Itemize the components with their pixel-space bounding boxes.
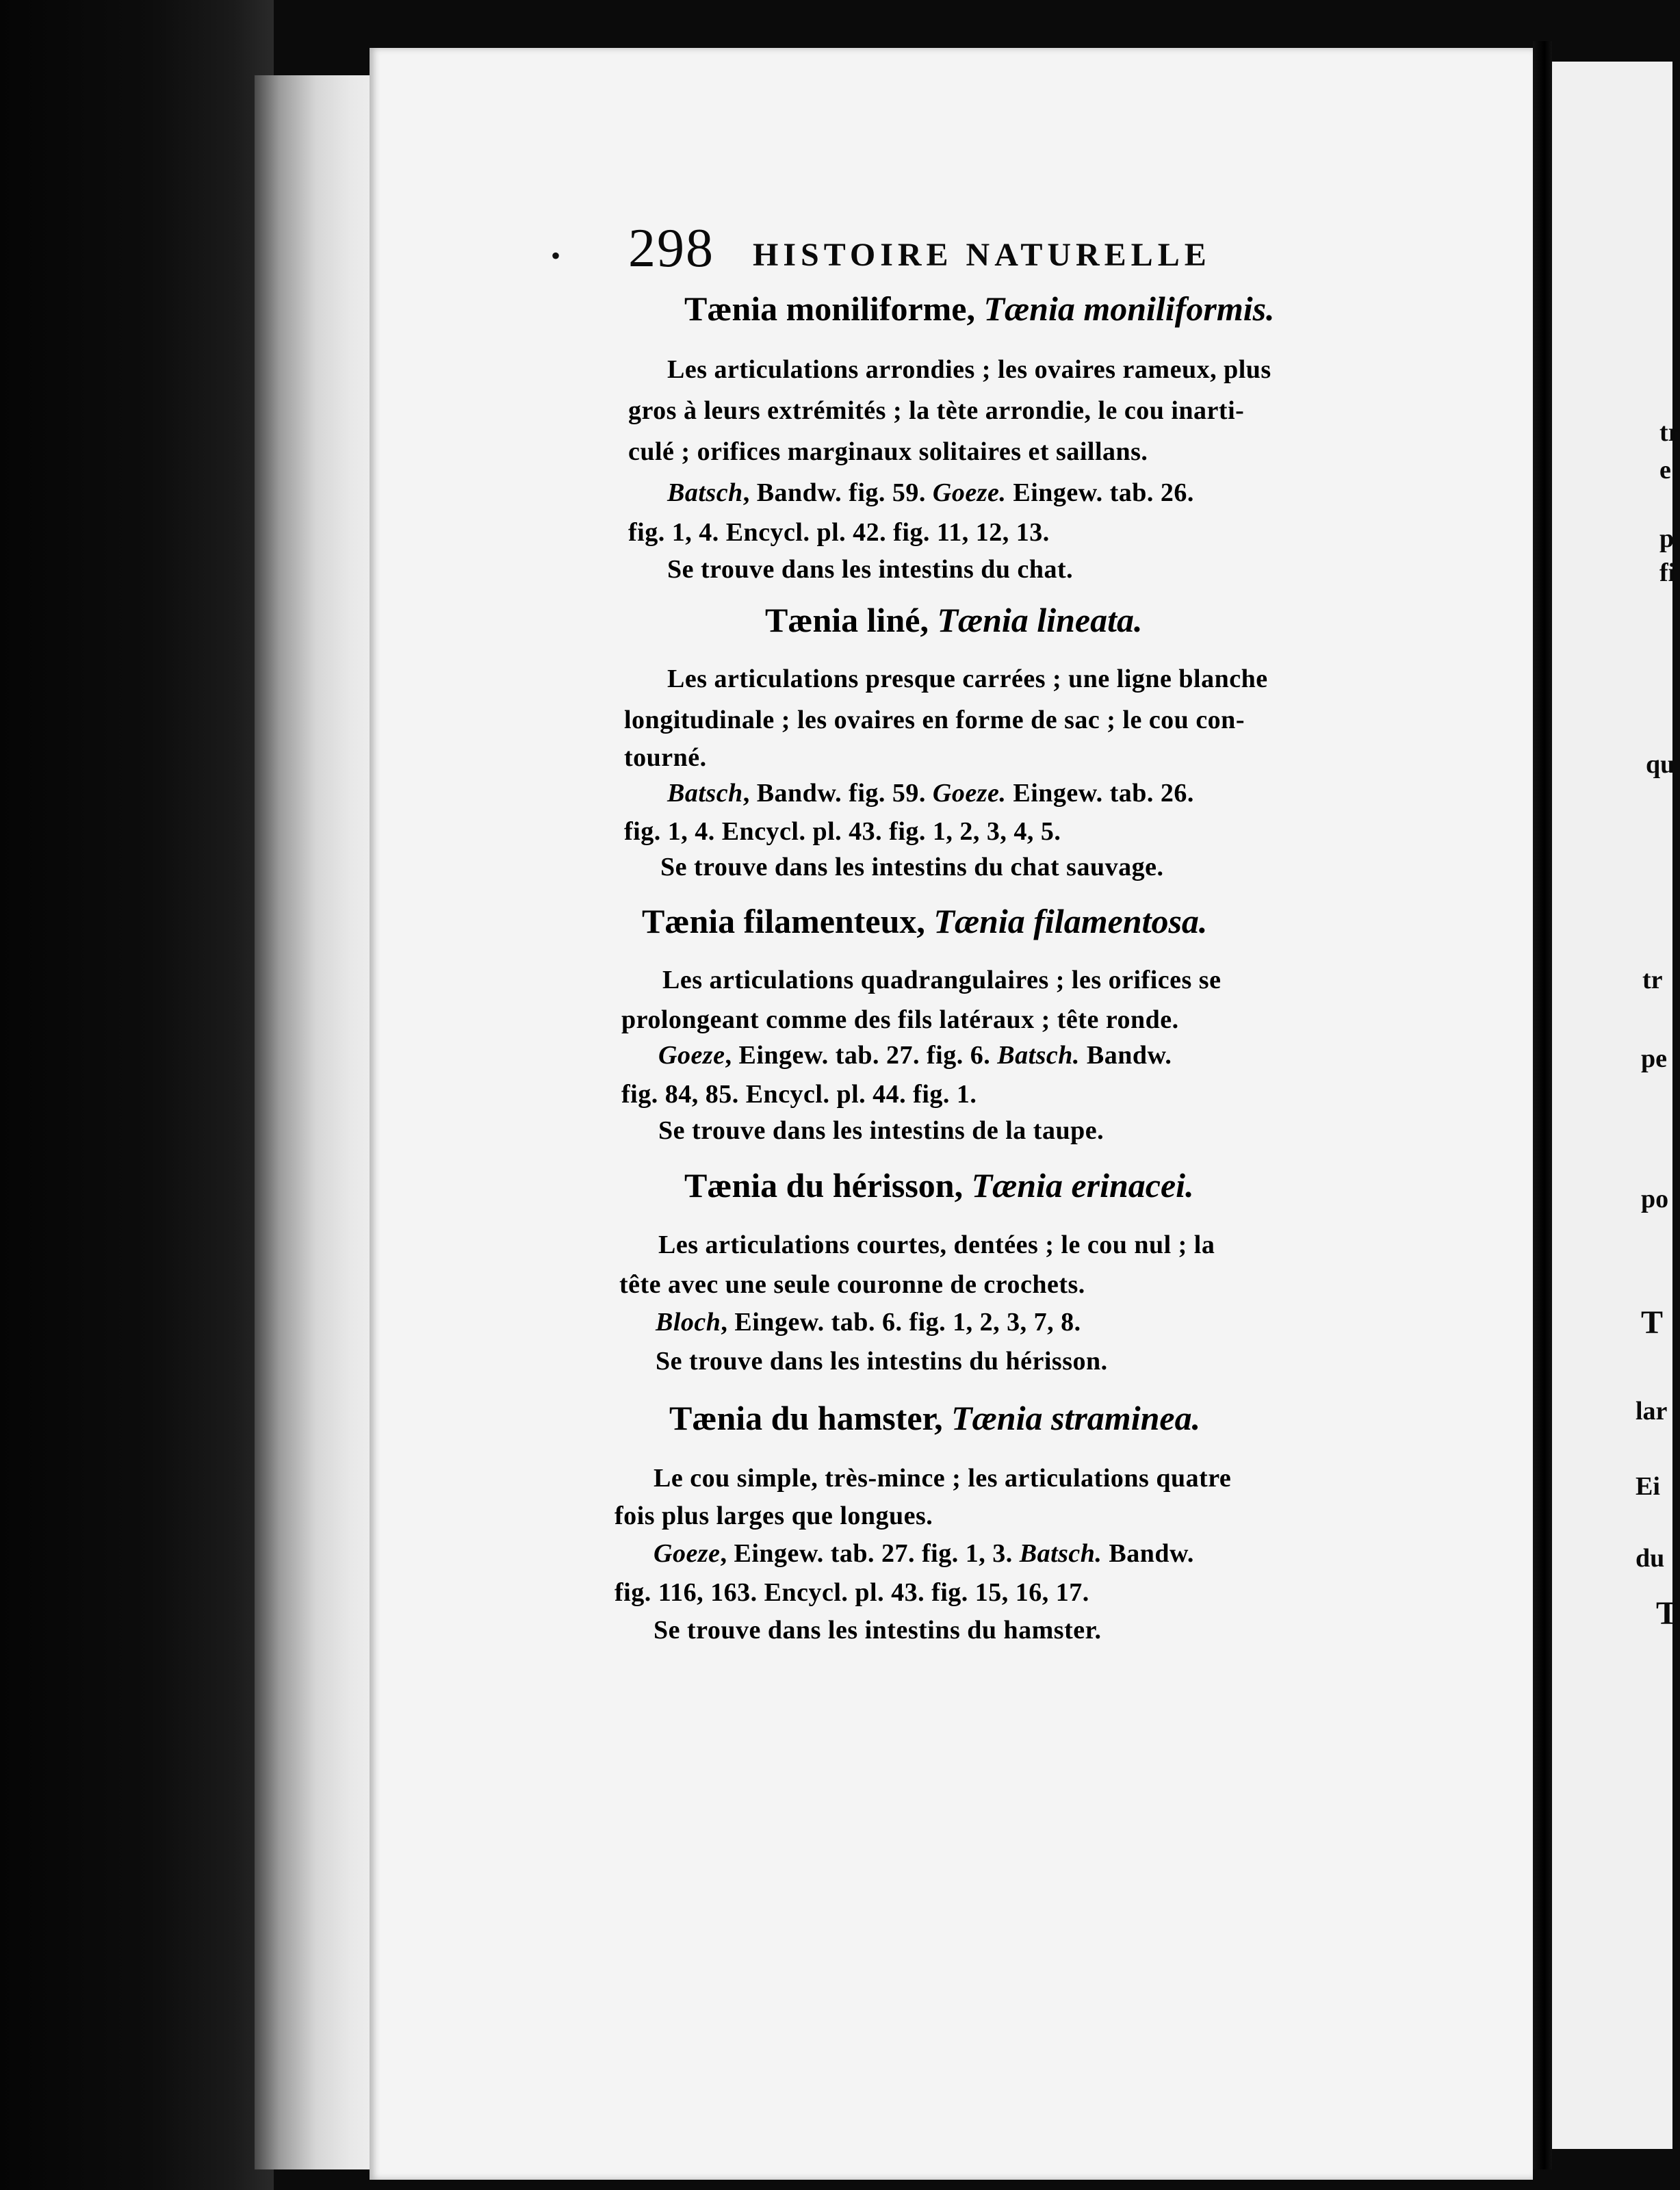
author-name: Goeze — [658, 1041, 725, 1070]
author-name: Batsch — [667, 779, 743, 808]
author-name: Goeze. — [932, 779, 1007, 808]
description-line: Le cou simple, très-mince ; les articulations quatre — [654, 1464, 1232, 1493]
description-line: tête avec une seule couronne de crochets. — [619, 1270, 1085, 1299]
running-title: HISTOIRE NATURELLE — [753, 237, 1211, 273]
entry-title-latin: Tænia straminea. — [951, 1399, 1201, 1437]
author-name: Batsch. — [997, 1041, 1080, 1070]
entry-title-french: Tænia filamenteux — [642, 902, 917, 940]
description-line: tourné. — [624, 743, 707, 772]
facing-page-fragment: pe — [1641, 1044, 1667, 1073]
description-line: prolongeant comme des fils latéraux ; tête ronde. — [621, 1005, 1179, 1034]
habitat-line: Se trouve dans les intestins du chat sauvage. — [660, 853, 1164, 881]
facing-page-fragment: e — [1659, 456, 1671, 485]
habitat-line: Se trouve dans les intestins du chat. — [667, 555, 1074, 584]
entry-title: Tænia moniliforme, Tænia moniliformis. — [684, 289, 1275, 328]
reference-text: , Bandw. fig. 59. — [742, 478, 926, 507]
entry-title: Tænia liné, Tænia lineata. — [765, 601, 1143, 639]
description-line: gros à leurs extrémités ; la tète arrondie, le cou inarti- — [628, 396, 1245, 425]
facing-page-fragment: qu — [1646, 750, 1675, 779]
reference-line: fig. 1, 4. Encycl. pl. 43. fig. 1, 2, 3, 4, 5. — [624, 817, 1061, 846]
facing-page-fragment: po — [1641, 1185, 1669, 1213]
author-name: Batsch — [667, 478, 743, 507]
habitat-line: Se trouve dans les intestins de la taupe. — [658, 1116, 1104, 1145]
entry-title-french: Tænia liné — [765, 601, 920, 639]
reference-line: fig. 84, 85. Encycl. pl. 44. fig. 1. — [621, 1080, 977, 1109]
description-line: Les articulations quadrangulaires ; les orifices se — [662, 966, 1222, 994]
page-number: 298 — [628, 218, 714, 279]
facing-page-fragment: tr — [1659, 418, 1680, 447]
description-line: fois plus larges que longues. — [615, 1502, 933, 1530]
entry-title-french: Tænia du hamster — [669, 1399, 935, 1437]
reference-line: fig. 1, 4. Encycl. pl. 42. fig. 11, 12, 13. — [628, 518, 1050, 547]
entry-title-latin: Tænia filamentosa. — [933, 902, 1208, 940]
entry-title-latin: Tænia erinacei. — [971, 1166, 1194, 1204]
entry-title-latin: Tænia moniliformis. — [983, 289, 1275, 328]
facing-page-fragment: lar — [1636, 1397, 1668, 1426]
dark-background — [0, 0, 274, 2190]
reference-line — [667, 478, 1194, 508]
facing-page-fragment: Ei — [1636, 1472, 1660, 1501]
author-name: Goeze — [654, 1539, 721, 1568]
facing-page-fragment: T — [1641, 1304, 1664, 1341]
author-name: Bloch — [656, 1308, 721, 1337]
reference-line — [656, 1307, 1081, 1337]
facing-page-fragment: du — [1636, 1544, 1665, 1573]
facing-page-fragment: p — [1659, 524, 1675, 553]
description-line: longitudinale ; les ovaires en forme de sac ; le cou con- — [624, 706, 1245, 734]
description-line: Les articulations presque carrées ; une ligne blanche — [667, 665, 1268, 693]
reference-text: , Eingew. tab. 27. fig. 6. — [725, 1041, 991, 1070]
habitat-line: Se trouve dans les intestins du hérisson. — [656, 1347, 1108, 1376]
reference-line — [667, 778, 1194, 808]
facing-page-fragment: T — [1656, 1595, 1679, 1632]
facing-page-fragment: tr — [1642, 966, 1663, 994]
reference-line — [658, 1040, 1172, 1070]
description-line: culé ; orifices marginaux solitaires et saillans. — [628, 437, 1148, 466]
reference-text: Eingew. tab. 26. — [1013, 779, 1194, 808]
reference-text: , Bandw. fig. 59. — [742, 779, 926, 808]
entry-title-french: Tænia moniliforme — [684, 289, 967, 328]
description-line: Les articulations courtes, dentées ; le cou nul ; la — [658, 1231, 1215, 1259]
reference-line: fig. 116, 163. Encycl. pl. 43. fig. 15, 16, 17. — [615, 1578, 1089, 1607]
facing-page-fragment: fi — [1659, 558, 1676, 587]
reference-text: , Eingew. tab. 6. fig. 1, 2, 3, 7, 8. — [721, 1308, 1081, 1337]
entry-title-french: Tænia du hérisson — [684, 1166, 955, 1204]
book-gutter — [1533, 41, 1552, 2169]
reference-line — [654, 1538, 1194, 1569]
description-line: Les articulations arrondies ; les ovaires rameux, plus — [667, 355, 1271, 384]
author-name: Goeze. — [932, 478, 1007, 507]
stray-mark: • — [551, 240, 561, 271]
entry-title-latin: Tænia lineata. — [937, 601, 1143, 639]
author-name: Batsch. — [1019, 1539, 1102, 1568]
reference-text: , Eingew. tab. 27. fig. 1, 3. — [720, 1539, 1013, 1568]
entry-title: Tænia filamenteux, Tænia filamentosa. — [642, 902, 1208, 940]
reference-text: Bandw. — [1109, 1539, 1194, 1568]
facing-page — [1552, 62, 1675, 2149]
entry-title: Tænia du hamster, Tænia straminea. — [669, 1399, 1201, 1437]
reference-text: Eingew. tab. 26. — [1013, 478, 1194, 507]
reference-text: Bandw. — [1086, 1041, 1172, 1070]
habitat-line: Se trouve dans les intestins du hamster. — [654, 1616, 1102, 1645]
entry-title: Tænia du hérisson, Tænia erinacei. — [684, 1166, 1194, 1204]
